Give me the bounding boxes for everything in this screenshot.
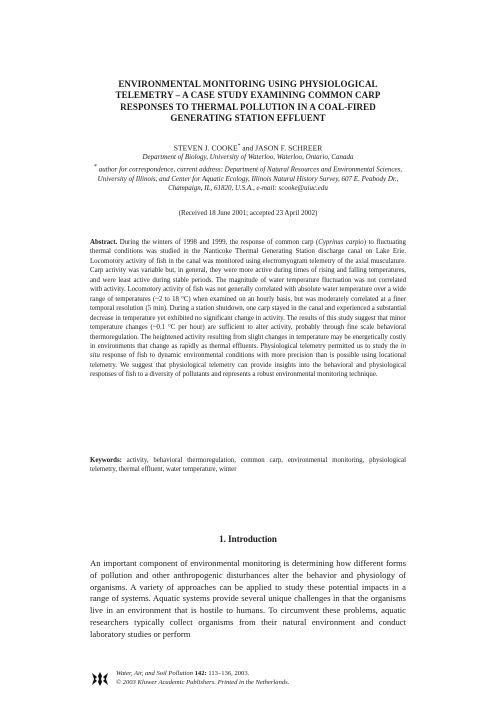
- correspondence-star: *: [93, 163, 97, 170]
- abstract-text-b: ) to fluctuating thermal conditions was studied in the Nanticoke Thermal Generating Station discharge canal on Lake Erie. Locomotory activity of fish in the canal was monitored using electromyogram telemetry of the axial musculature. Carp activity was variable but, in general, they were more active during times of rising and falling temperatures, and were least active during stable periods. The magnitude of water temperature fluctuation was not correlated with activity. Locomotory activity of fish was not generally correlated with absolute water temperature over a wide range of temperatures (~2 to 18 °C) when examined on an hourly basis, but was moderately correlated at a finer temporal resolution (5 min). During a station shutdown, one carp stayed in the canal and experienced a substantial decrease in temperature yet exhibited no significant change in activity. The results of this study suggest that minor temperature changes (~0.1 °C per hour) are sufficient to alter activity, probably through fine scale behavioral thermoregulation. The heightened activity resulting from slight changes in temperature may be energetically costly in environments that change as rapidly as thermal effluents. Physiological telemetry permitted us to study the: [90, 239, 406, 350]
- author-line: [80, 141, 416, 154]
- journal-citation: [116, 670, 406, 679]
- publisher-logo-icon-graphic: [91, 670, 109, 688]
- journal-volume: 142:: [194, 670, 207, 677]
- correspondence-mark: *: [237, 143, 241, 149]
- abstract-text-c: response of fish to dynamic environmental conditions with more precision than is possible using locational telemetry. We suggest that physiological telemetry can provide insights into the behavioral and physiological responses of fish to a diversity of pollutants and represents a robust environmental monitoring technique.: [90, 352, 406, 379]
- paper-title: ENVIRONMENTAL MONITORING USING PHYSIOLOGICAL TELEMETRY – A CASE STUDY EXAMINING COMMON CARP RESPONSES TO THERMAL POLLUTION IN A COAL-FIRED GENERATING STATION EFFLUENT: [115, 79, 381, 123]
- abstract-text-a: During the winters of 1998 and 1999, the response of common carp (: [117, 239, 319, 246]
- correspondence-text: author for correspondence, current address: Department of Natural Resources and Environmental Sciences, University of Illinois, and Center for Aquatic Ecology, Illinois Natural History Survey, 607 E. Peabody Dr., Champaign, IL, 61820, U.S.A., e-mail: scooke@uiuc.edu: [96, 165, 403, 193]
- intro-paragraph: An important component of environmental monitoring is determining how different forms of pollution and other anthropogenic disturbances alter the behavior and physiology of organisms. A variety of approaches can be applied to study these potential impacts in a range of systems. Aquatic systems provide several unique challenges in that the organisms live in an environment that is hostile to humans. To circumvent these problems, aquatic researchers typically collect organisms from their natural environment and conduct laboratory studies or perform: [90, 558, 406, 639]
- correspondence-note: [80, 163, 416, 194]
- received-dates: (Received 18 June 2001; accepted 23 April 2002): [178, 209, 318, 217]
- section-heading: 1. Introduction: [219, 534, 277, 544]
- abstract: [90, 238, 406, 380]
- author-1: STEVEN J. COOKE: [173, 143, 238, 153]
- in-situ-term: in situ: [90, 342, 406, 360]
- author-conjunction: and: [240, 143, 256, 153]
- species-name: Cyprinus carpio: [318, 239, 364, 246]
- publication-footer: [116, 670, 406, 687]
- copyright-line: © 2003 Kluwer Academic Publishers. Printed in the Netherlands.: [116, 678, 290, 686]
- publisher-logo-icon: [91, 670, 109, 688]
- affiliation-line: Department of Biology, University of Waterloo, Waterloo, Ontario, Canada: [142, 153, 354, 161]
- journal-name: Water, Air, and Soil Pollution: [116, 670, 195, 677]
- keywords-label: Keywords:: [90, 457, 122, 464]
- author-2: JASON F. SCHREER: [255, 143, 323, 153]
- affiliation-block: [80, 153, 416, 194]
- keywords: [90, 456, 406, 475]
- abstract-label: Abstract.: [90, 239, 118, 246]
- keywords-text: activity, behavioral thermoregulation, common carp, environmental monitoring, physiological telemetry, thermal effluent, water temperature, winter: [90, 457, 406, 474]
- journal-pages: 113–136, 2003.: [206, 670, 250, 677]
